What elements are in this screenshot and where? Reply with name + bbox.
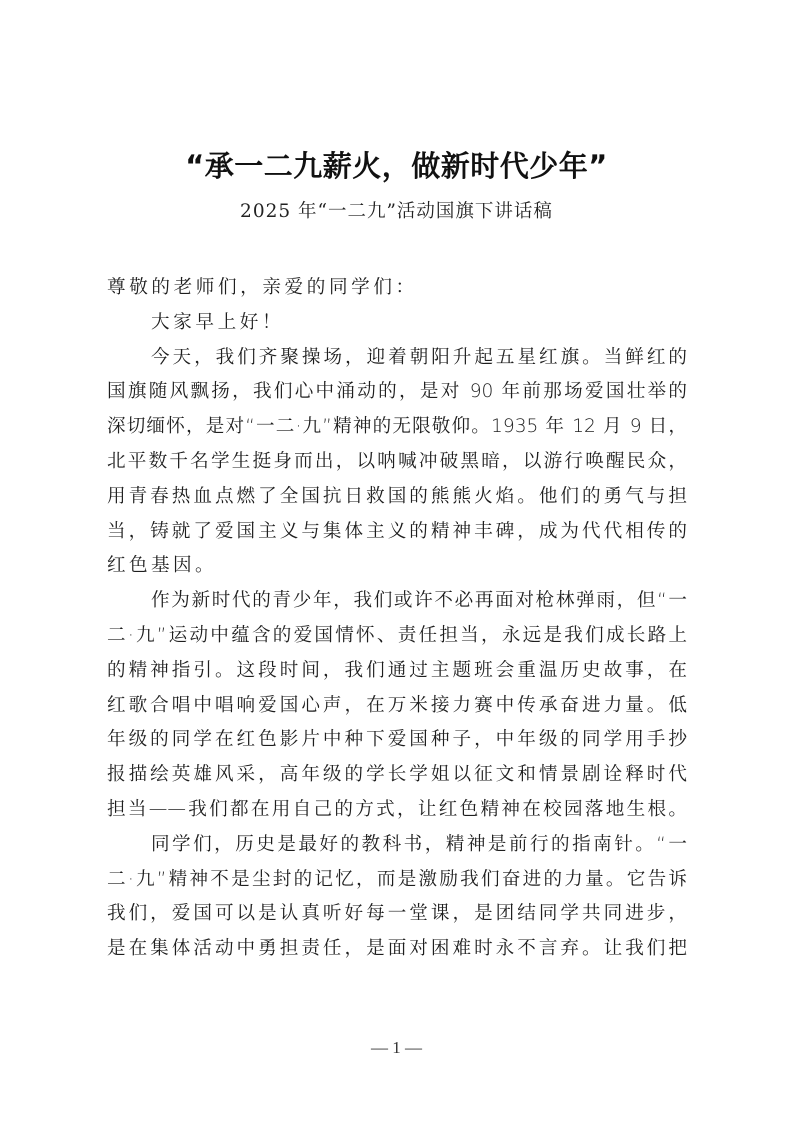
paragraph-line: 红歌合唱中唱响爱国心声，在万米接力赛中传承奋进力量。低	[107, 694, 687, 716]
paragraph-line: 是在集体活动中勇担责任，是面对困难时永不言弃。让我们把	[107, 938, 687, 960]
paragraph-line: 二·九”运动中蕴含的爱国情怀、责任担当，永远是我们成长路上	[107, 624, 687, 646]
paragraph-line: 红色基因。	[107, 555, 217, 577]
paragraph-line: 同学们，历史是最好的教科书，精神是前行的指南针。“一	[151, 833, 687, 855]
paragraph-line: 今天，我们齐聚操场，迎着朝阳升起五星红旗。当鲜红的	[151, 346, 687, 368]
paragraph-line: 二·九”精神不是尘封的记忆，而是激励我们奋进的力量。它告诉	[107, 868, 687, 890]
paragraph-line: 北平数千名学生挺身而出，以呐喊冲破黑暗，以游行唤醒民众，	[107, 450, 687, 472]
paragraph-line: 我们，爱国可以是认真听好每一堂课，是团结同学共同进步，	[107, 903, 687, 925]
document-body	[107, 271, 687, 967]
paragraph-line: 的精神指引。这段时间，我们通过主题班会重温历史故事，在	[107, 659, 687, 681]
paragraph-line: 用青春热血点燃了全国抗日救国的熊熊火焰。他们的勇气与担	[107, 485, 687, 507]
paragraph-line: 深切缅怀，是对“一二·九”精神的无限敬仰。1935 年 12 月 9 日，	[107, 416, 687, 438]
paragraph-line: 国旗随风飘扬，我们心中涌动的，是对 90 年前那场爱国壮举的	[107, 381, 687, 403]
paragraph-1	[107, 341, 687, 585]
paragraph-3	[107, 828, 687, 967]
paragraph-line: 年级的同学在红色影片中种下爱国种子，中年级的同学用手抄	[107, 729, 687, 751]
paragraph-line: 作为新时代的青少年，我们或许不必再面对枪林弹雨，但“一	[151, 590, 687, 612]
paragraph-line: 当，铸就了爱国主义与集体主义的精神丰碑，成为代代相传的	[107, 520, 687, 542]
paragraph-line: 报描绘英雄风采，高年级的学长学姐以征文和情景剧诠释时代	[107, 764, 687, 786]
greeting: 大家早上好！	[151, 311, 285, 333]
paragraph-line: 担当——我们都在用自己的方式，让红色精神在校园落地生根。	[107, 798, 687, 820]
paragraph-2	[107, 584, 687, 828]
document-subtitle: 2025 年“一二九”活动国旗下讲话稿	[240, 201, 553, 222]
document-title: “承一二九薪火，做新时代少年”	[185, 149, 608, 183]
salutation: 尊敬的老师们，亲爱的同学们：	[107, 277, 418, 298]
page-number: — 1 —	[371, 1038, 422, 1057]
